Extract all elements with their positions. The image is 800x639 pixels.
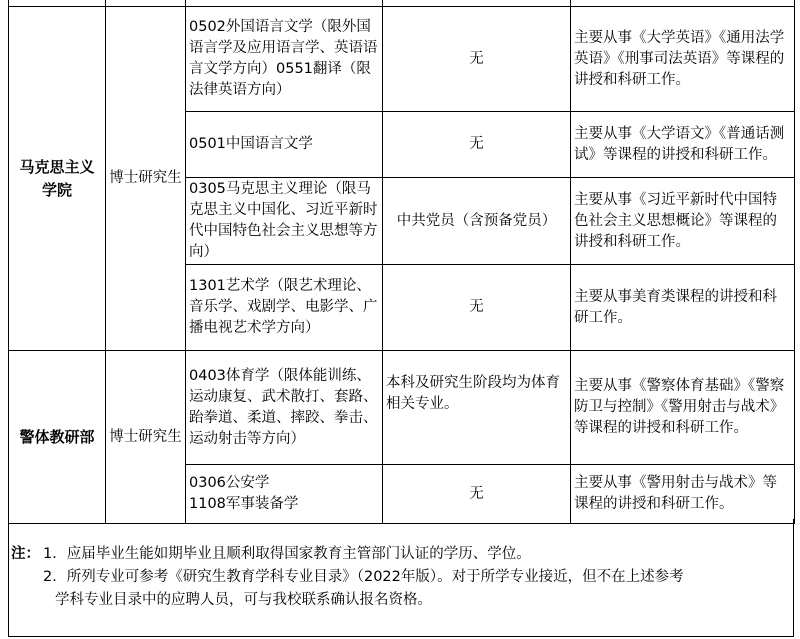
duty-cell: 主要从事美育类课程的讲授和科研工作。 xyxy=(571,265,795,351)
table-row xyxy=(9,7,795,112)
major-cell: 0305马克思主义理论（限马克思主义中国化、习近平新时代中国特色社会主义思想等方向） xyxy=(186,178,383,265)
requirement-cell: 中共党员（含预备党员） xyxy=(383,178,571,265)
major-cell xyxy=(186,465,383,524)
department-cell: 警体教研部 xyxy=(9,351,106,524)
notes-label: 注： xyxy=(11,546,40,562)
duty-cell: 主要从事《大学英语》《通用法学英语》《刑事司法英语》等课程的讲授和科研工作。 xyxy=(571,7,795,112)
major-cell: 1301艺术学（限艺术理论、音乐学、戏剧学、电影学、广播电视艺术学方向） xyxy=(186,265,383,351)
recruitment-table-wrapper xyxy=(8,0,794,524)
department-cell: 马克思主义学院 xyxy=(9,7,106,351)
duty-cell: 主要从事《警察体育基础》《警察防卫与控制》《警用射击与战术》等课程的讲授和科研工作。 xyxy=(571,351,795,465)
requirement-cell: 无 xyxy=(383,265,571,351)
duty-cell: 主要从事《习近平新时代中国特色社会主义思想概论》等课程的讲授和科研工作。 xyxy=(571,178,795,265)
requirement-cell: 无 xyxy=(383,112,571,178)
major-cell: 0403体育学（限体能训练、运动康复、武术散打、套路、跆拳道、柔道、摔跤、拳击、运动射击等方向） xyxy=(186,351,383,465)
major-cell: 0502外国语言文学（限外国语言学及应用语言学、英语语言文学方向）0551翻译（限法律英语方向） xyxy=(186,7,383,112)
note-item-2-continued: 学科专业目录中的应聘人员，可与我校联系确认报名资格。 xyxy=(55,592,432,608)
recruitment-table xyxy=(8,0,795,524)
major-line: 0306公安学 xyxy=(189,475,270,491)
education-cell: 博士研究生 xyxy=(106,351,186,524)
requirement-cell: 无 xyxy=(383,7,571,112)
duty-cell: 主要从事《警用射击与战术》等课程的讲授和科研工作。 xyxy=(571,465,795,524)
major-cell: 0501中国语言文学 xyxy=(186,112,383,178)
notes-section xyxy=(8,519,794,637)
major-line: 1108军事装备学 xyxy=(189,496,299,512)
duty-cell: 主要从事《大学语文》《普通话测试》等课程的讲授和科研工作。 xyxy=(571,112,795,178)
requirement-cell: 本科及研究生阶段均为体育相关专业。 xyxy=(383,351,571,465)
education-cell: 博士研究生 xyxy=(106,7,186,351)
table-row xyxy=(9,351,795,465)
note-item-2: 2．所列专业可参考《研究生教育学科专业目录》（2022年版）。对于所学专业接近，但不在上述参考 xyxy=(43,569,684,585)
requirement-cell: 无 xyxy=(383,465,571,524)
note-item-1: 1．应届毕业生能如期毕业且顺利取得国家教育主管部门认证的学历、学位。 xyxy=(43,546,531,562)
